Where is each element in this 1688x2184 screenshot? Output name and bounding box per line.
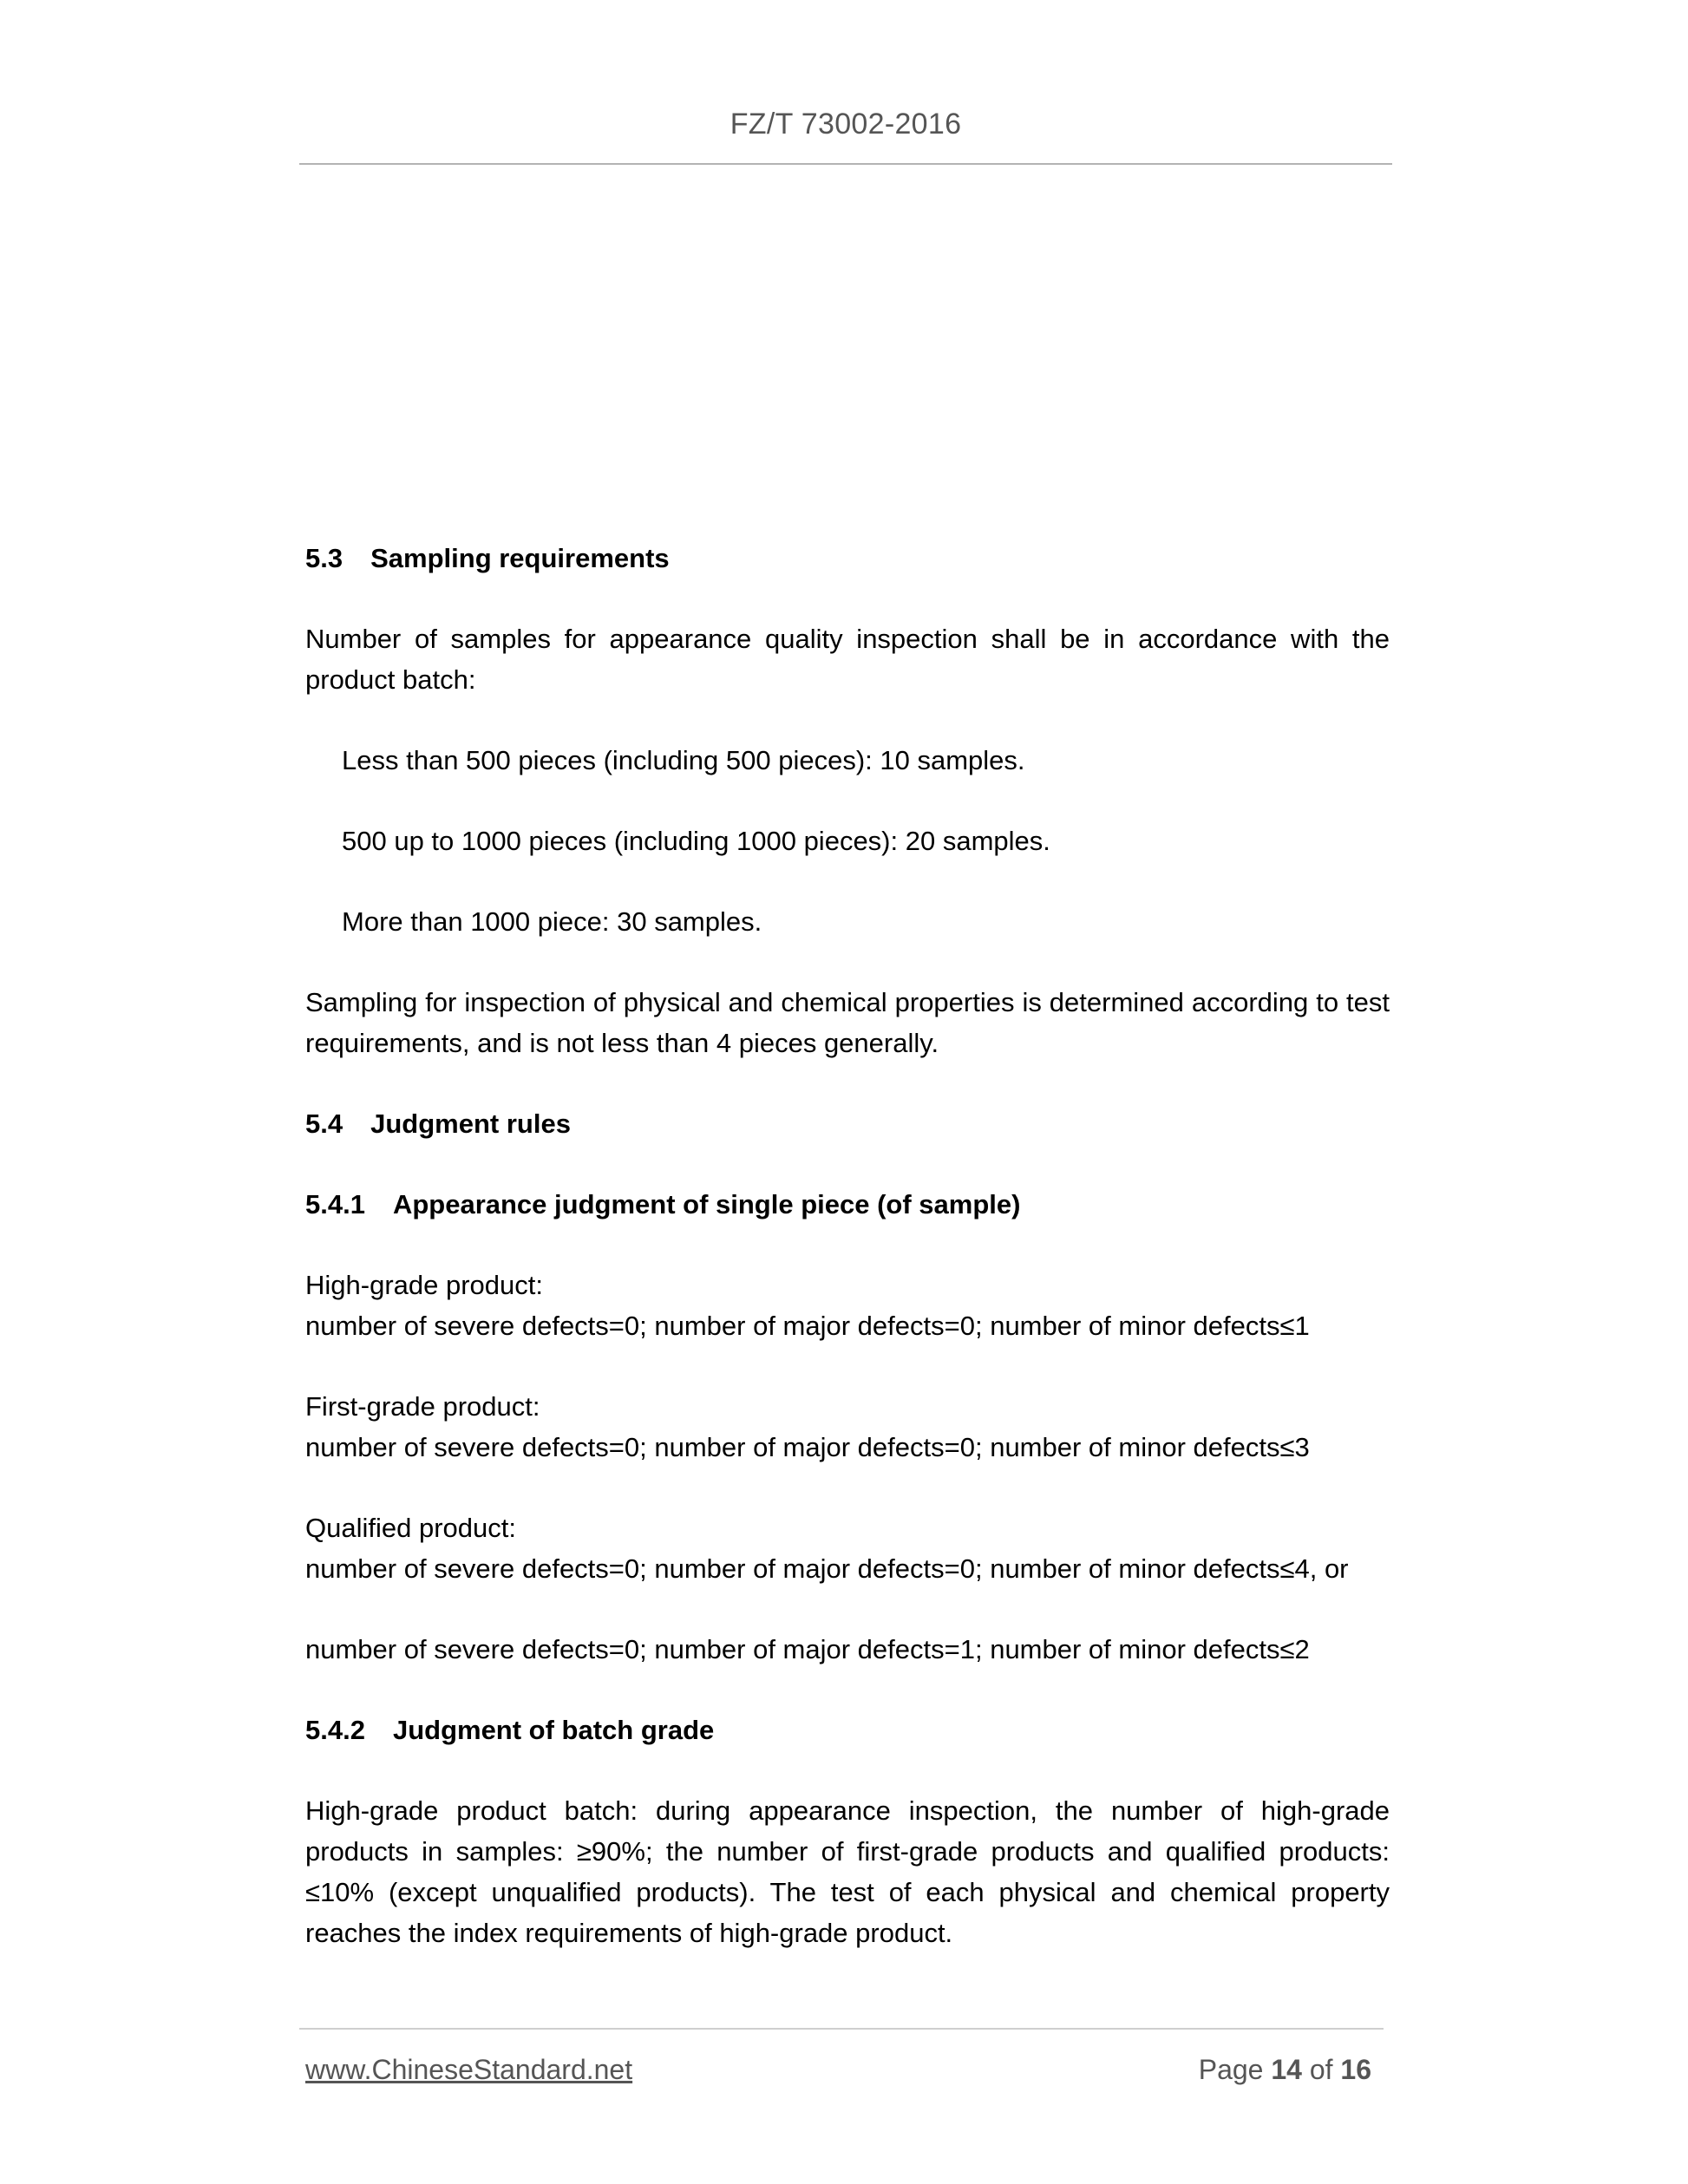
section-number: 5.4 <box>305 1108 343 1139</box>
page-footer <box>299 2028 1384 2097</box>
document-code: FZ/T 73002-2016 <box>730 108 962 141</box>
current-page: 14 <box>1271 2054 1302 2085</box>
section-title: Judgment of batch grade <box>392 1715 715 1745</box>
footer-divider <box>299 2028 1384 2030</box>
section-heading-5-3 <box>305 538 1390 579</box>
section-heading-5-4-1 <box>305 1184 1390 1225</box>
first-grade-block <box>305 1386 1390 1468</box>
sampling-item: 500 up to 1000 pieces (including 1000 pieces): 20 samples. <box>342 826 1050 856</box>
grade-label: Qualified product: <box>305 1513 516 1543</box>
qualified-block <box>305 1507 1390 1589</box>
section-title: Appearance judgment of single piece (of sample) <box>392 1189 1021 1220</box>
section-number: 5.3 <box>305 543 343 573</box>
section-title: Sampling requirements <box>370 543 670 573</box>
qualified-alt-block <box>305 1629 1390 1670</box>
section-title: Judgment rules <box>370 1108 571 1139</box>
batch-grade-text: High-grade product batch: during appearance inspection, the number of high-grade products in samples: ≥90%; the number of first-grade products and qualified products: ≤10% (except unqualified products). The test of each physical and chemical property reaches the index requirements of high-grade product. <box>305 1795 1390 1948</box>
grade-label: First-grade product: <box>305 1391 540 1422</box>
grade-label: High-grade product: <box>305 1270 543 1300</box>
sampling-intro: Number of samples for appearance quality inspection shall be in accordance with the product batch: <box>305 624 1390 695</box>
page-indicator <box>1199 2054 1371 2086</box>
total-pages: 16 <box>1340 2054 1371 2085</box>
sampling-outro: Sampling for inspection of physical and chemical properties is determined according to test requirements, and is not less than 4 pieces generally. <box>305 987 1390 1058</box>
sampling-item: More than 1000 piece: 30 samples. <box>342 906 762 937</box>
grade-rule: number of severe defects=0; number of major defects=0; number of minor defects≤1 <box>305 1311 1310 1341</box>
sampling-item: Less than 500 pieces (including 500 pieces): 10 samples. <box>342 745 1025 775</box>
section-heading-5-4-2 <box>305 1710 1390 1750</box>
grade-rule: number of severe defects=0; number of major defects=0; number of minor defects≤3 <box>305 1432 1310 1462</box>
section-heading-5-4 <box>305 1103 1390 1144</box>
section-number: 5.4.2 <box>305 1715 365 1745</box>
page-content <box>305 538 1390 1993</box>
grade-rule: number of severe defects=0; number of major defects=1; number of minor defects≤2 <box>305 1634 1310 1664</box>
page-word: Page <box>1198 2054 1264 2085</box>
page-header <box>299 0 1392 165</box>
page-of: of <box>1309 2054 1333 2085</box>
grade-rule: number of severe defects=0; number of major defects=0; number of minor defects≤4, or <box>305 1553 1349 1584</box>
section-number: 5.4.1 <box>305 1189 365 1220</box>
website-link[interactable]: www.ChineseStandard.net <box>305 2054 633 2085</box>
header-divider <box>299 163 1392 165</box>
high-grade-block <box>305 1265 1390 1346</box>
